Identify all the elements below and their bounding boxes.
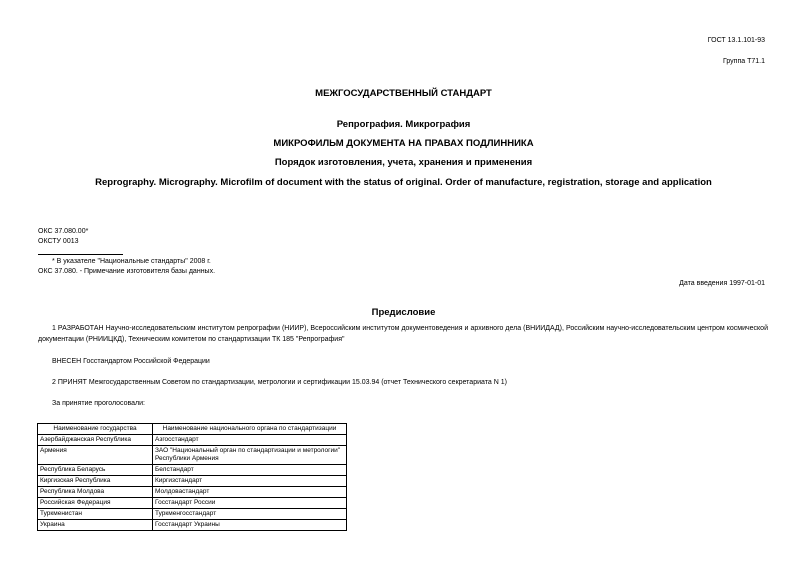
okstu-code: ОКСТУ 0013	[38, 238, 79, 245]
state-cell: Российская Федерация	[38, 498, 153, 509]
table-row	[38, 487, 347, 498]
table-header-state: Наименование государства	[38, 424, 153, 435]
foreword-heading: Предисловие	[371, 307, 436, 318]
table-header-row	[38, 424, 347, 435]
subject-title: Репрография. Микрография	[336, 119, 471, 130]
oks-code: ОКС 37.080.00*	[38, 228, 89, 235]
table-row	[38, 476, 347, 487]
body-cell: Госстандарт России	[153, 498, 347, 509]
foreword-paragraph-4: За принятие проголосовали:	[52, 400, 145, 407]
english-title: Reprography. Micrography. Microfilm of document with the status of original. Order of manufacture, registration, storage and application	[95, 177, 712, 188]
table-header-body: Наименование национального органа по стандартизации	[153, 424, 347, 435]
state-cell: Киргизская Республика	[38, 476, 153, 487]
body-cell: Госстандарт Украины	[153, 520, 347, 531]
footnote-line-1: * В указателе "Национальные стандарты" 2008 г.	[52, 258, 211, 265]
body-cell: Киргизстандарт	[153, 476, 347, 487]
state-cell: Республика Беларусь	[38, 465, 153, 476]
table-row	[38, 435, 347, 446]
footnote-line-2: ОКС 37.080. - Примечание изготовителя базы данных.	[38, 268, 216, 275]
table-row	[38, 465, 347, 476]
state-cell: Украина	[38, 520, 153, 531]
body-cell: Туркменгосстандарт	[153, 509, 347, 520]
foreword-paragraph-2: ВНЕСЕН Госстандартом Российской Федерации	[52, 358, 210, 365]
vote-table	[37, 423, 347, 531]
state-cell: Республика Молдова	[38, 487, 153, 498]
foreword-paragraph-3: 2 ПРИНЯТ Межгосударственным Советом по стандартизации, метрологии и сертификации 15.03.94 (отчет Технического секретариата N 1)	[52, 379, 507, 386]
standard-designation: ГОСТ 13.1.101-93	[707, 37, 765, 44]
body-cell: Белстандарт	[153, 465, 347, 476]
body-cell: Азгосстандарт	[153, 435, 347, 446]
footnote-divider	[38, 254, 123, 255]
body-cell: ЗАО "Национальный орган по стандартизации и метрологии" Республики Армения	[153, 446, 347, 465]
introduction-date: Дата введения 1997-01-01	[679, 280, 765, 287]
table-row	[38, 498, 347, 509]
state-cell: Туркменистан	[38, 509, 153, 520]
table-row	[38, 520, 347, 531]
standard-subtitle: Порядок изготовления, учета, хранения и применения	[274, 157, 533, 168]
interstate-standard-heading: МЕЖГОСУДАРСТВЕННЫЙ СТАНДАРТ	[315, 88, 492, 99]
standard-name: МИКРОФИЛЬМ ДОКУМЕНТА НА ПРАВАХ ПОДЛИННИКА	[273, 138, 534, 149]
table-row	[38, 446, 347, 465]
table-row	[38, 509, 347, 520]
state-cell: Азербайджанская Республика	[38, 435, 153, 446]
state-cell: Армения	[38, 446, 153, 465]
foreword-paragraph-1: 1 РАЗРАБОТАН Научно-исследовательским институтом репрографии (НИИР), Всероссийским институтом документоведения и архивного дела (ВНИИДАД), Российским научно-исследовательским центром космической документации (РНИИЦКД), Техническим комитетом по стандартизации ТК 185 "Репрография"	[38, 325, 768, 343]
group-code: Группа Т71.1	[722, 58, 765, 65]
body-cell: Молдовастандарт	[153, 487, 347, 498]
